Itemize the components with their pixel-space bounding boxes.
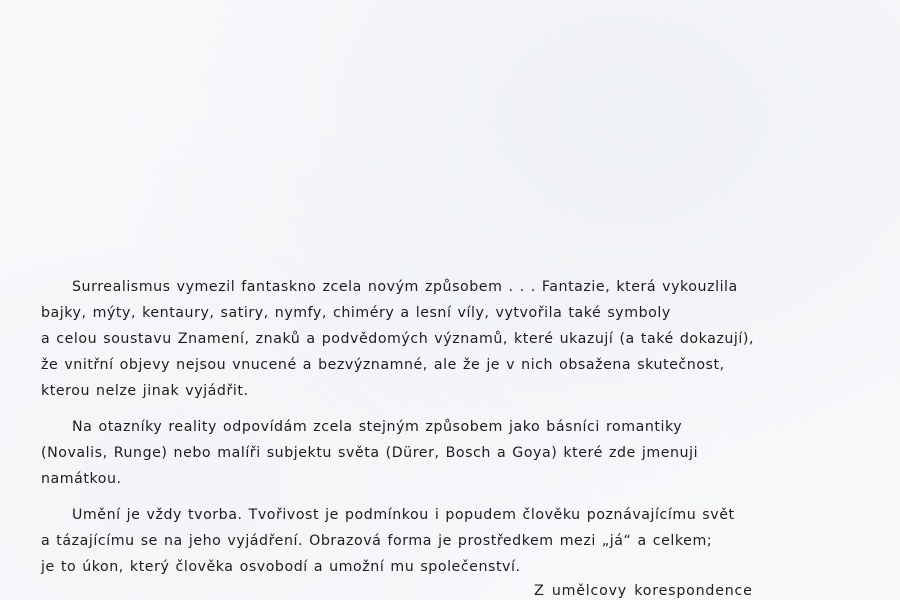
attribution: Z umělcovy korespondence <box>534 583 753 599</box>
text-line: (Novalis, Runge) nebo malíři subjektu světa (Dürer, Bosch a Goya) které zde jmenuji <box>41 445 699 461</box>
text-line: a celou soustavu Znamení, znaků a podvědomých významů, které ukazují (a také dokazují), <box>41 331 755 347</box>
text-line: namátkou. <box>41 471 122 487</box>
text-line: Surrealismus vymezil fantaskno zcela novým způsobem . . . Fantazie, která vykouzlila <box>72 279 738 295</box>
text-line: Na otazníky reality odpovídám zcela stejným způsobem jako básníci romantiky <box>72 419 683 435</box>
text-line: že vnitřní objevy nejsou vnucené a bezvýznamné, ale že je v nich obsažena skutečnost, <box>41 357 725 373</box>
text-line: je to úkon, který člověka osvobodí a umožní mu společenství. <box>41 559 521 575</box>
text-line: Umění je vždy tvorba. Tvořivost je podmínkou i popudem člověku poznávajícímu svět <box>72 507 735 523</box>
body-text <box>41 274 755 580</box>
text-line: a tázajícímu se na jeho vyjádření. Obrazová forma je prostředkem mezi „já“ a celkem; <box>41 533 713 549</box>
paragraph-gap <box>41 404 721 414</box>
paragraph-2 <box>41 414 721 492</box>
paragraph-3 <box>41 502 735 580</box>
bleed-through-text: ···· ······ <box>285 8 328 18</box>
text-line: kterou nelze jinak vyjádřit. <box>41 383 249 399</box>
paragraph-gap <box>41 492 721 502</box>
text-line: bajky, mýty, kentaury, satiry, nymfy, chiméry a lesní víly, vytvořila také symboly <box>41 305 671 321</box>
paragraph-1 <box>41 274 755 404</box>
